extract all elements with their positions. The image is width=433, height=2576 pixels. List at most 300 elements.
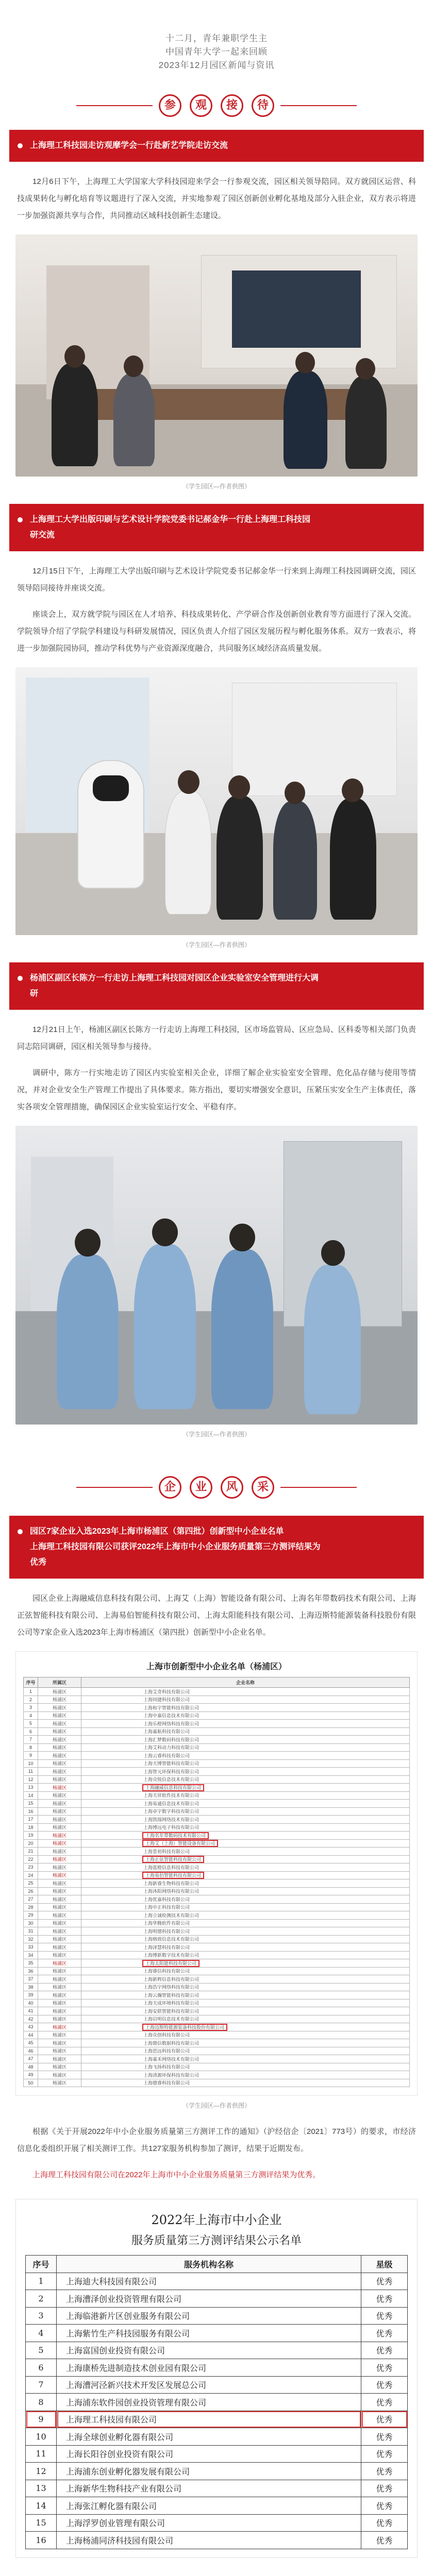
rating: 优秀 — [361, 2514, 408, 2532]
row-company — [81, 2047, 410, 2055]
institution-name: 上海富国创业投资有限公司 — [57, 2342, 361, 2359]
company-name: 上海博新数字技术有限公司 — [143, 1953, 199, 1958]
row-company — [81, 1696, 410, 1704]
divider — [280, 1487, 357, 1488]
company-name: 上海迈斯特能源装备科技股份有限公司 — [143, 2025, 226, 2030]
rating: 优秀 — [361, 2325, 408, 2342]
row-company — [81, 1999, 410, 2007]
row-district: 杨浦区 — [38, 1848, 81, 1856]
row-company — [81, 1951, 410, 1959]
table-row — [26, 2445, 408, 2463]
rating: 优秀 — [361, 2411, 408, 2428]
table-row — [24, 1807, 410, 1816]
document-title: 上海市创新型中小企业名单（杨浦区） — [146, 1662, 287, 1671]
news-title-bar — [9, 1516, 424, 1579]
row-district: 杨浦区 — [38, 1927, 81, 1936]
row-company — [81, 1791, 410, 1800]
table-row — [24, 1967, 410, 1975]
row-number: 15 — [24, 1800, 38, 1808]
sme-list-table — [23, 1677, 410, 2087]
table-row — [24, 1863, 410, 1872]
company-name: 上海天成环境科技有限公司 — [143, 2001, 199, 2006]
company-name: 上海德睿科技有限公司 — [143, 2080, 190, 2086]
row-number: 1 — [24, 1688, 38, 1696]
row-district: 杨浦区 — [38, 1696, 81, 1704]
row-company — [81, 1743, 410, 1752]
row-number: 41 — [24, 2007, 38, 2015]
row-number: 12 — [26, 2463, 57, 2480]
company-name: 上海清源环保科技有限公司 — [143, 2072, 199, 2078]
table-row — [24, 1752, 410, 1760]
company-name: 上海明德科技有限公司 — [143, 1928, 190, 1934]
row-number: 9 — [24, 1752, 38, 1760]
row-number: 6 — [26, 2359, 57, 2377]
institution-name: 上海漕河泾新兴技术开发区发展总公司 — [57, 2376, 361, 2394]
sme-list-document — [15, 1651, 418, 2096]
row-district: 杨浦区 — [38, 2047, 81, 2055]
row-number: 23 — [24, 1863, 38, 1872]
row-number: 12 — [24, 1775, 38, 1784]
company-name: 上海凯瑞网络技术有限公司 — [143, 1817, 199, 1822]
row-company — [81, 1759, 410, 1768]
institution-name: 上海漕泽创业投资管理有限公司 — [57, 2290, 361, 2308]
row-company — [81, 2015, 410, 2023]
row-district: 杨浦区 — [38, 1943, 81, 1952]
company-name: 上海思远科技有限公司 — [143, 2048, 190, 2054]
news-title: 研 — [30, 989, 39, 998]
news-paragraph — [17, 2166, 416, 2183]
row-number: 17 — [24, 1816, 38, 1824]
row-company — [81, 1967, 410, 1975]
company-name: 上海云瀚智能科技有限公司 — [143, 1992, 199, 1998]
row-district: 杨浦区 — [38, 1999, 81, 2007]
row-district: 杨浦区 — [38, 2039, 81, 2047]
row-company — [81, 1943, 410, 1952]
row-company — [81, 2071, 410, 2079]
row-company — [81, 1871, 410, 1879]
table-row — [26, 2428, 408, 2446]
company-name: 上海云睿科技有限公司 — [143, 1753, 190, 1758]
row-number: 16 — [24, 1807, 38, 1816]
row-number: 13 — [24, 1784, 38, 1792]
table-row — [24, 1999, 410, 2007]
table-row — [24, 1727, 410, 1736]
row-number: 45 — [24, 2039, 38, 2047]
institution-name: 上海全球创业孵化器有限公司 — [57, 2428, 361, 2446]
company-name: 上海立诚检测技术有限公司 — [143, 1912, 199, 1918]
row-number: 2 — [26, 2290, 57, 2308]
row-company — [81, 1816, 410, 1824]
table-row — [26, 2463, 408, 2480]
row-company — [81, 1736, 410, 1744]
institution-name: 上海浦东软件园创业投资管理有限公司 — [57, 2394, 361, 2411]
company-name: 上海智元环保科技有限公司 — [143, 1769, 199, 1774]
institution-name: 上海迪大科技园有限公司 — [57, 2273, 361, 2290]
badge-char: 企 — [159, 1476, 181, 1499]
badge-char: 待 — [252, 94, 274, 117]
row-district: 杨浦区 — [38, 1816, 81, 1824]
rating: 优秀 — [361, 2480, 408, 2497]
table-row — [24, 2047, 410, 2055]
column-header: 星级 — [361, 2256, 408, 2273]
row-number: 9 — [26, 2411, 57, 2428]
row-number: 46 — [24, 2047, 38, 2055]
table-row — [24, 1784, 410, 1792]
row-district: 杨浦区 — [38, 1919, 81, 1927]
table-row — [24, 1951, 410, 1959]
company-name: 上海睿信科技有限公司 — [143, 1969, 190, 1974]
company-name: 上海新睿生物科技有限公司 — [143, 1880, 199, 1886]
row-number: 24 — [24, 1871, 38, 1879]
row-district: 杨浦区 — [38, 1743, 81, 1752]
company-name: 上海众锐信息技术有限公司 — [143, 1777, 199, 1783]
section-badge-enterprise — [0, 1469, 433, 1505]
divider — [76, 1487, 153, 1488]
table-row — [24, 1743, 410, 1752]
table-row — [24, 1887, 410, 1895]
row-number: 11 — [24, 1768, 38, 1776]
company-name: 上海安联智能科技有限公司 — [143, 2008, 199, 2014]
row-number: 39 — [24, 1991, 38, 1999]
table-row — [24, 1903, 410, 1911]
table-row — [24, 1959, 410, 1968]
table-row — [24, 1823, 410, 1832]
row-number: 31 — [24, 1927, 38, 1936]
header-line-1: 十二月，青年兼职学生主 — [165, 33, 268, 43]
badge-char: 参 — [159, 94, 181, 117]
rating: 优秀 — [361, 2376, 408, 2394]
institution-name: 上海新华生物科技产业有限公司 — [57, 2480, 361, 2497]
evaluation-result-table — [25, 2255, 408, 2549]
row-number: 3 — [24, 1704, 38, 1712]
company-name: 上海太阳能科技有限公司 — [143, 1961, 198, 1966]
table-row — [24, 1855, 410, 1863]
company-name: 上海博远电子科技有限公司 — [143, 1825, 199, 1831]
row-number: 7 — [24, 1736, 38, 1744]
row-district: 杨浦区 — [38, 1768, 81, 1776]
company-name: 上海景初科技有限公司 — [143, 1849, 190, 1854]
row-number: 33 — [24, 1943, 38, 1952]
row-district: 杨浦区 — [38, 1951, 81, 1959]
row-district: 杨浦区 — [38, 1736, 81, 1744]
company-name: 上海卓宇数字科技有限公司 — [143, 1809, 199, 1815]
row-district: 杨浦区 — [38, 2071, 81, 2079]
row-company — [81, 1807, 410, 1816]
company-name: 上海优嘉科技有限公司 — [143, 1896, 190, 1902]
row-company — [81, 1752, 410, 1760]
row-district: 杨浦区 — [38, 2079, 81, 2087]
news-paragraph: 园区企业上海融威信息科技有限公司、上海艾（上海）智能设备有限公司、上海名年带数码技术有限公司、上海正弦智能科技有限公司、上海易伯智能科技有限公司、上海太阳能科技有限公司、上海迈斯特能源装备科技股份有限公司等7家企业入选2023年上海市杨浦区（第四批）创新型中小企业名单。 — [17, 1594, 416, 1637]
institution-name: 上海浮罗创业管理有限公司 — [57, 2514, 361, 2532]
row-number: 20 — [24, 1839, 38, 1848]
row-number: 44 — [24, 2031, 38, 2039]
news-photo — [15, 234, 418, 477]
evaluation-result-document — [15, 2199, 418, 2558]
row-company — [81, 1848, 410, 1856]
row-number: 26 — [24, 1887, 38, 1895]
badge-char: 采 — [252, 1476, 274, 1499]
row-district: 杨浦区 — [38, 1839, 81, 1848]
table-row — [24, 1927, 410, 1936]
row-company — [81, 1775, 410, 1784]
table-row — [24, 1919, 410, 1927]
company-name: 上海启明信息技术有限公司 — [143, 2016, 199, 2022]
row-company — [81, 1919, 410, 1927]
table-row — [24, 1720, 410, 1728]
table-row — [26, 2514, 408, 2532]
table-row — [24, 1791, 410, 1800]
institution-name: 上海浦东创业孵化器发展有限公司 — [57, 2463, 361, 2480]
row-district: 杨浦区 — [38, 1688, 81, 1696]
row-company — [81, 1991, 410, 1999]
row-number: 1 — [26, 2273, 57, 2290]
table-row — [24, 1759, 410, 1768]
document-subtitle: 服务质量第三方测评结果公示名单 — [131, 2234, 302, 2247]
table-row — [24, 1688, 410, 1696]
row-company — [81, 2055, 410, 2063]
evaluation-result-body — [26, 2273, 408, 2549]
row-district: 杨浦区 — [38, 1720, 81, 1728]
company-name: 上海名年带数码技术有限公司 — [143, 1833, 208, 1838]
rating: 优秀 — [361, 2394, 408, 2411]
photo-caption: （学生园区—作者供图） — [182, 2102, 251, 2109]
row-number: 35 — [24, 1959, 38, 1968]
row-number: 14 — [24, 1791, 38, 1800]
company-name: 上海正弦智能科技有限公司 — [143, 1857, 203, 1862]
table-row — [24, 1983, 410, 1991]
table-row — [24, 1832, 410, 1840]
company-name: 上海天博智能科技有限公司 — [143, 1761, 199, 1767]
company-name: 上海和宇智能科技有限公司 — [143, 1705, 199, 1710]
news-paragraph: 12月15日下午，上海理工大学出版印刷与艺术设计学院党委书记郝金华一行来到上海理工科技园调研交流，园区领导陪同接待并座谈交流。 — [17, 567, 416, 592]
news-paragraph: 12月21日上午，杨浦区副区长陈方一行走访上海理工科技园，区市场监管局、区应急局、区科委等相关部门负责同志陪同调研，园区相关领导参与接待。 — [17, 1025, 416, 1051]
column-header: 服务机构名称 — [57, 2256, 361, 2273]
table-row — [24, 1839, 410, 1848]
row-district: 杨浦区 — [38, 1752, 81, 1760]
company-name: 上海沐阳网络科技有限公司 — [143, 1889, 199, 1894]
row-company — [81, 2007, 410, 2015]
company-name: 上海泽慧科技有限公司 — [143, 1944, 190, 1950]
row-district: 杨浦区 — [38, 1967, 81, 1975]
row-company — [81, 1927, 410, 1936]
row-company — [81, 2023, 410, 2031]
row-company — [81, 1823, 410, 1832]
rating: 优秀 — [361, 2445, 408, 2463]
row-company — [81, 1688, 410, 1696]
row-district: 杨浦区 — [38, 2007, 81, 2015]
company-name: 上海新辉信息科技有限公司 — [143, 1976, 199, 1982]
row-district: 杨浦区 — [38, 2055, 81, 2063]
table-row — [26, 2376, 408, 2394]
row-company — [81, 1975, 410, 1984]
column-header: 序号 — [26, 2256, 57, 2273]
row-company — [81, 1800, 410, 1808]
institution-name: 上海张江孵化器有限公司 — [57, 2497, 361, 2515]
rating: 优秀 — [361, 2307, 408, 2325]
table-row — [24, 1768, 410, 1776]
rating: 优秀 — [361, 2290, 408, 2308]
row-company — [81, 1983, 410, 1991]
table-row — [24, 1975, 410, 1984]
column-header: 企业名称 — [81, 1677, 410, 1688]
company-name: 上海乐橙网络科技有限公司 — [143, 1721, 199, 1726]
row-number: 4 — [26, 2325, 57, 2342]
badge-char: 观 — [190, 94, 212, 117]
row-district: 杨浦区 — [38, 1775, 81, 1784]
company-name: 上海中嘉信息技术有限公司 — [143, 1713, 199, 1719]
row-company — [81, 2079, 410, 2087]
row-number: 32 — [24, 1935, 38, 1943]
row-number: 22 — [24, 1855, 38, 1863]
row-district: 杨浦区 — [38, 1759, 81, 1768]
news-paragraph: 根据《关于开展2022年中小企业服务质量第三方测评工作的通知》（沪经信企〔2021〕773号）的要求，市经济信息化委组织开展了相关测评工作。共127家服务机构参加了测评，结果于近期发布。 — [17, 2127, 416, 2153]
badge-char: 业 — [190, 1476, 212, 1499]
rating: 优秀 — [361, 2497, 408, 2515]
row-number: 37 — [24, 1975, 38, 1984]
row-number: 8 — [24, 1743, 38, 1752]
news-paragraph: 调研中，陈方一行实地走访了园区内实验室相关企业，详细了解企业实验室安全管理、危化品存储与使用等情况，并对企业安全生产管理工作提出了具体要求。陈方指出，要切实增强安全意识，压紧压实安全生产主体责任，落实各项安全管理措施，确保园区企业实验室运行安全、平稳有序。 — [17, 1069, 416, 1111]
table-row — [24, 2031, 410, 2039]
row-number: 43 — [24, 2023, 38, 2031]
table-row — [26, 2342, 408, 2359]
table-row — [24, 1711, 410, 1720]
rating: 优秀 — [361, 2359, 408, 2377]
table-row — [24, 1935, 410, 1943]
table-row — [24, 2039, 410, 2047]
row-district: 杨浦区 — [38, 1871, 81, 1879]
company-name: 上海嘉航科技有限公司 — [143, 1729, 190, 1735]
row-company — [81, 1887, 410, 1895]
table-row — [24, 2079, 410, 2087]
column-header: 序号 — [24, 1677, 38, 1688]
row-number: 27 — [24, 1895, 38, 1904]
row-district: 杨浦区 — [38, 1832, 81, 1840]
photo-caption: （学生园区—作者供图） — [182, 941, 251, 948]
news-title-bar — [9, 130, 424, 162]
photo-caption: （学生园区—作者供图） — [182, 483, 251, 490]
news-title: 上海理工科技园有限公司获评2022年上海市中小企业服务质量第三方测评结果为 — [30, 1543, 321, 1551]
row-number: 29 — [24, 1911, 38, 1920]
table-row — [24, 2055, 410, 2063]
row-number: 49 — [24, 2071, 38, 2079]
table-row — [24, 2007, 410, 2015]
company-name: 上海融威信息科技有限公司 — [143, 1785, 203, 1790]
institution-name: 上海杨浦同济科技园有限公司 — [57, 2532, 361, 2549]
row-district: 杨浦区 — [38, 2023, 81, 2031]
table-row — [24, 1816, 410, 1824]
company-name: 上海同捷科技有限公司 — [143, 1697, 190, 1703]
row-district: 杨浦区 — [38, 1911, 81, 1920]
column-header: 所属区 — [38, 1677, 81, 1688]
news-title-bar — [9, 962, 424, 1010]
row-company — [81, 2039, 410, 2047]
row-number: 11 — [26, 2445, 57, 2463]
row-company — [81, 1832, 410, 1840]
row-company — [81, 2031, 410, 2039]
table-row — [24, 1696, 410, 1704]
row-company — [81, 1935, 410, 1943]
row-number: 8 — [26, 2394, 57, 2411]
company-name: 上海格致信息技术有限公司 — [143, 1937, 199, 1942]
badge-char: 接 — [221, 94, 243, 117]
news-title: 上海理工科技园走访观摩学会一行赴新艺学院走访交流 — [30, 141, 228, 150]
company-name: 上海中正科技有限公司 — [143, 1905, 190, 1910]
institution-name: 上海长阳谷创业投资有限公司 — [57, 2445, 361, 2463]
table-row — [24, 1879, 410, 1888]
row-number: 4 — [24, 1711, 38, 1720]
row-district: 杨浦区 — [38, 1895, 81, 1904]
rating: 优秀 — [361, 2342, 408, 2359]
row-number: 38 — [24, 1983, 38, 1991]
row-number: 5 — [24, 1720, 38, 1728]
row-number: 10 — [24, 1759, 38, 1768]
row-number: 14 — [26, 2497, 57, 2515]
table-row — [26, 2394, 408, 2411]
row-district: 杨浦区 — [38, 2015, 81, 2023]
news-photo — [15, 1126, 418, 1425]
table-row — [26, 2359, 408, 2377]
article-header — [0, 0, 433, 88]
company-name: 上海飞扬科技有限公司 — [143, 2064, 190, 2070]
row-district: 杨浦区 — [38, 1800, 81, 1808]
photo-caption: （学生园区—作者供图） — [182, 1431, 251, 1438]
company-name: 上海易伯智能科技有限公司 — [143, 1873, 203, 1878]
company-name: 上海嘉禾网络技术有限公司 — [143, 2056, 199, 2062]
divider — [280, 105, 357, 106]
news-paragraph: 座谈会上，双方就学院与园区在人才培养、科技成果转化、产学研合作及创新创业教育等方面进行了深入交流。学院领导介绍了学院学科建设与科研发展情况，园区负责人介绍了园区发展历程与孵化服务体系。双方一致表示，将进一步加强院园协同，推动学科优势与产业资源深度融合，共同服务区域经济高质量发展。 — [17, 610, 416, 653]
row-number: 50 — [24, 2079, 38, 2087]
row-number: 40 — [24, 1999, 38, 2007]
company-name: 上海易通信息技术有限公司 — [143, 1801, 199, 1806]
row-district: 杨浦区 — [38, 1959, 81, 1968]
badge-char: 风 — [221, 1476, 243, 1499]
row-company — [81, 1895, 410, 1904]
table-row — [24, 1991, 410, 1999]
row-number: 5 — [26, 2342, 57, 2359]
row-number: 36 — [24, 1967, 38, 1975]
row-number: 7 — [26, 2376, 57, 2394]
header-line-2: 中国青年大学一起来回顾 — [165, 47, 268, 57]
row-district: 杨浦区 — [38, 1983, 81, 1991]
table-row — [24, 1704, 410, 1712]
table-row — [26, 2273, 408, 2290]
row-company — [81, 1704, 410, 1712]
row-company — [81, 1911, 410, 1920]
institution-name: 上海临港新片区创业服务有限公司 — [57, 2307, 361, 2325]
table-row — [24, 2071, 410, 2079]
table-row — [24, 2023, 410, 2031]
table-row — [26, 2411, 408, 2428]
highlight-text: 上海理工科技园有限公司在2022年上海市中小企业服务质量第三方测评结果为 — [32, 2171, 297, 2179]
row-district: 杨浦区 — [38, 1791, 81, 1800]
row-number: 48 — [24, 2063, 38, 2071]
row-company — [81, 1727, 410, 1736]
rating: 优秀 — [361, 2463, 408, 2480]
table-row — [26, 2497, 408, 2515]
institution-name: 上海康桥先进制造技术创业园有限公司 — [57, 2359, 361, 2377]
row-number: 2 — [24, 1696, 38, 1704]
row-company — [81, 1855, 410, 1863]
row-number: 25 — [24, 1879, 38, 1888]
table-row — [26, 2480, 408, 2497]
row-company — [81, 1863, 410, 1872]
divider — [76, 105, 153, 106]
row-number: 15 — [26, 2514, 57, 2532]
row-district: 杨浦区 — [38, 1807, 81, 1816]
company-name: 上海浩宇网络科技有限公司 — [143, 1985, 199, 1990]
table-row — [24, 1943, 410, 1952]
row-district: 杨浦区 — [38, 1784, 81, 1792]
